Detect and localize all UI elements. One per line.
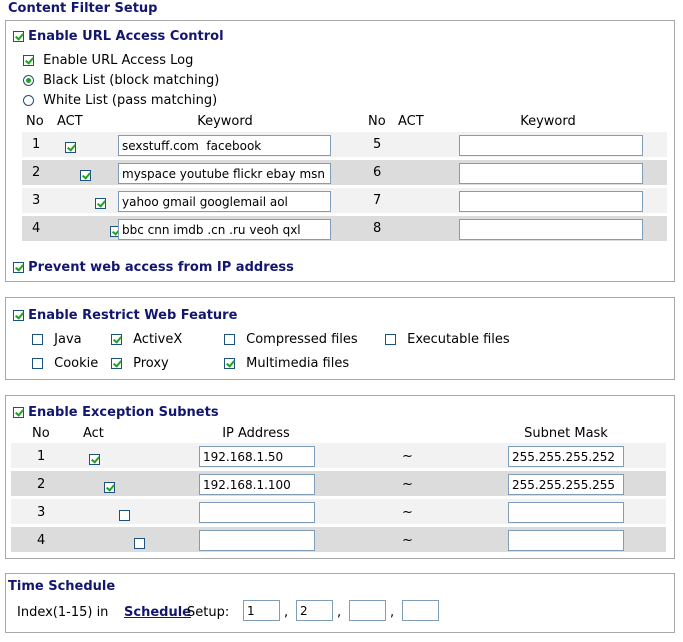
subnet-row-no: 4 xyxy=(37,533,46,548)
page-title: Content Filter Setup xyxy=(8,1,158,16)
schedule-setup-label: Setup: xyxy=(187,605,230,620)
executable-files-label: Executable files xyxy=(407,332,510,347)
enable-restrict-web-feature[interactable] xyxy=(13,308,237,323)
cookie-option[interactable] xyxy=(32,356,98,371)
keyword-col-keyword-right: Keyword xyxy=(520,114,576,129)
compressed-files-checkbox[interactable] xyxy=(224,334,235,345)
keyword-row-no: 7 xyxy=(373,193,382,208)
subnet-mask-input[interactable] xyxy=(508,502,624,523)
subnet-col-no: No xyxy=(32,426,50,441)
restrict-web-feature-panel xyxy=(5,297,675,380)
keyword-row-no: 8 xyxy=(373,221,382,236)
schedule-index-input-1[interactable] xyxy=(243,600,280,621)
keyword-input[interactable] xyxy=(118,163,331,184)
keyword-col-keyword-left: Keyword xyxy=(197,114,253,129)
proxy-checkbox[interactable] xyxy=(111,358,122,369)
keyword-col-act-right: ACT xyxy=(398,114,424,129)
executable-files-option[interactable] xyxy=(385,332,510,347)
keyword-input[interactable] xyxy=(118,135,331,156)
subnet-ip-input[interactable] xyxy=(199,502,315,523)
prevent-ip-access-checkbox[interactable] xyxy=(13,262,24,273)
subnet-range-separator: ~ xyxy=(402,533,413,548)
keyword-row-act-checkbox[interactable] xyxy=(80,170,91,181)
prevent-ip-access-label: Prevent web access from IP address xyxy=(28,260,294,275)
black-list-radio[interactable] xyxy=(23,75,34,86)
keyword-row-act-checkbox[interactable] xyxy=(65,142,76,153)
schedule-separator: , xyxy=(284,605,289,620)
schedule-index-input-2[interactable] xyxy=(296,600,333,621)
time-schedule-title: Time Schedule xyxy=(8,579,116,594)
schedule-index-input-3[interactable] xyxy=(349,600,386,621)
keyword-input[interactable] xyxy=(459,191,643,212)
compressed-files-label: Compressed files xyxy=(246,332,358,347)
subnet-col-ip: IP Address xyxy=(222,426,290,441)
enable-url-access-log[interactable] xyxy=(23,53,193,68)
subnet-row-no: 2 xyxy=(37,477,46,492)
activex-label: ActiveX xyxy=(133,332,183,347)
enable-restrict-web-feature-label: Enable Restrict Web Feature xyxy=(28,308,238,323)
java-option[interactable] xyxy=(32,332,82,347)
subnet-row-act-checkbox[interactable] xyxy=(89,454,100,465)
enable-url-access-control[interactable] xyxy=(13,29,224,44)
subnet-mask-input[interactable] xyxy=(508,474,624,495)
cookie-checkbox[interactable] xyxy=(32,358,43,369)
enable-url-access-log-checkbox[interactable] xyxy=(23,55,34,66)
keyword-input[interactable] xyxy=(459,163,643,184)
schedule-separator: , xyxy=(390,605,395,620)
enable-url-access-control-label: Enable URL Access Control xyxy=(28,29,224,44)
enable-url-access-control-checkbox[interactable] xyxy=(13,31,24,42)
subnet-row-no: 1 xyxy=(37,449,46,464)
multimedia-files-checkbox[interactable] xyxy=(224,358,235,369)
schedule-link[interactable]: Schedule xyxy=(124,605,191,620)
black-list-option[interactable] xyxy=(23,73,219,88)
enable-exception-subnets[interactable] xyxy=(13,405,219,420)
activex-option[interactable] xyxy=(111,332,182,347)
subnet-row-act-checkbox[interactable] xyxy=(104,482,115,493)
cookie-label: Cookie xyxy=(54,356,99,371)
enable-exception-subnets-checkbox[interactable] xyxy=(13,407,24,418)
subnet-range-separator: ~ xyxy=(402,505,413,520)
time-schedule-panel xyxy=(5,573,675,633)
keyword-col-act-left: ACT xyxy=(57,114,83,129)
prevent-ip-access[interactable] xyxy=(13,260,294,275)
schedule-separator: , xyxy=(337,605,342,620)
executable-files-checkbox[interactable] xyxy=(385,334,396,345)
keyword-col-no-right: No xyxy=(368,114,386,129)
white-list-option[interactable] xyxy=(23,93,217,108)
proxy-option[interactable] xyxy=(111,356,169,371)
subnet-col-mask: Subnet Mask xyxy=(524,426,608,441)
subnet-ip-input[interactable] xyxy=(199,446,315,467)
schedule-index-input-4[interactable] xyxy=(402,600,439,621)
multimedia-files-label: Multimedia files xyxy=(246,356,350,371)
keyword-input[interactable] xyxy=(459,135,643,156)
keyword-input[interactable] xyxy=(118,219,331,240)
enable-exception-subnets-label: Enable Exception Subnets xyxy=(28,405,219,420)
activex-checkbox[interactable] xyxy=(111,334,122,345)
keyword-col-no-left: No xyxy=(26,114,44,129)
white-list-radio[interactable] xyxy=(23,95,34,106)
subnet-range-separator: ~ xyxy=(402,449,413,464)
enable-url-access-log-label: Enable URL Access Log xyxy=(43,53,194,68)
subnet-mask-input[interactable] xyxy=(508,446,624,467)
url-access-control-panel xyxy=(5,20,675,282)
multimedia-files-option[interactable] xyxy=(224,356,349,371)
proxy-label: Proxy xyxy=(133,356,169,371)
keyword-row-no: 3 xyxy=(32,193,41,208)
subnet-col-act: Act xyxy=(83,426,104,441)
subnet-mask-input[interactable] xyxy=(508,530,624,551)
subnet-ip-input[interactable] xyxy=(199,474,315,495)
keyword-row-no: 4 xyxy=(32,221,41,236)
schedule-index-label: Index(1-15) in xyxy=(17,605,109,620)
keyword-input[interactable] xyxy=(118,191,331,212)
keyword-row-no: 5 xyxy=(373,137,382,152)
subnet-ip-input[interactable] xyxy=(199,530,315,551)
subnet-row-act-checkbox[interactable] xyxy=(134,538,145,549)
subnet-row-no: 3 xyxy=(37,505,46,520)
enable-restrict-web-feature-checkbox[interactable] xyxy=(13,310,24,321)
subnet-range-separator: ~ xyxy=(402,477,413,492)
keyword-row-no: 2 xyxy=(32,165,41,180)
keyword-row-no: 1 xyxy=(32,137,41,152)
white-list-label: White List (pass matching) xyxy=(43,93,218,108)
java-checkbox[interactable] xyxy=(32,334,43,345)
keyword-row-no: 6 xyxy=(373,165,382,180)
black-list-label: Black List (block matching) xyxy=(43,73,220,88)
keyword-row-act-checkbox[interactable] xyxy=(95,198,106,209)
compressed-files-option[interactable] xyxy=(224,332,358,347)
java-label: Java xyxy=(54,332,82,347)
subnet-row-act-checkbox[interactable] xyxy=(119,510,130,521)
exception-subnets-panel xyxy=(5,395,675,559)
keyword-input[interactable] xyxy=(459,219,643,240)
